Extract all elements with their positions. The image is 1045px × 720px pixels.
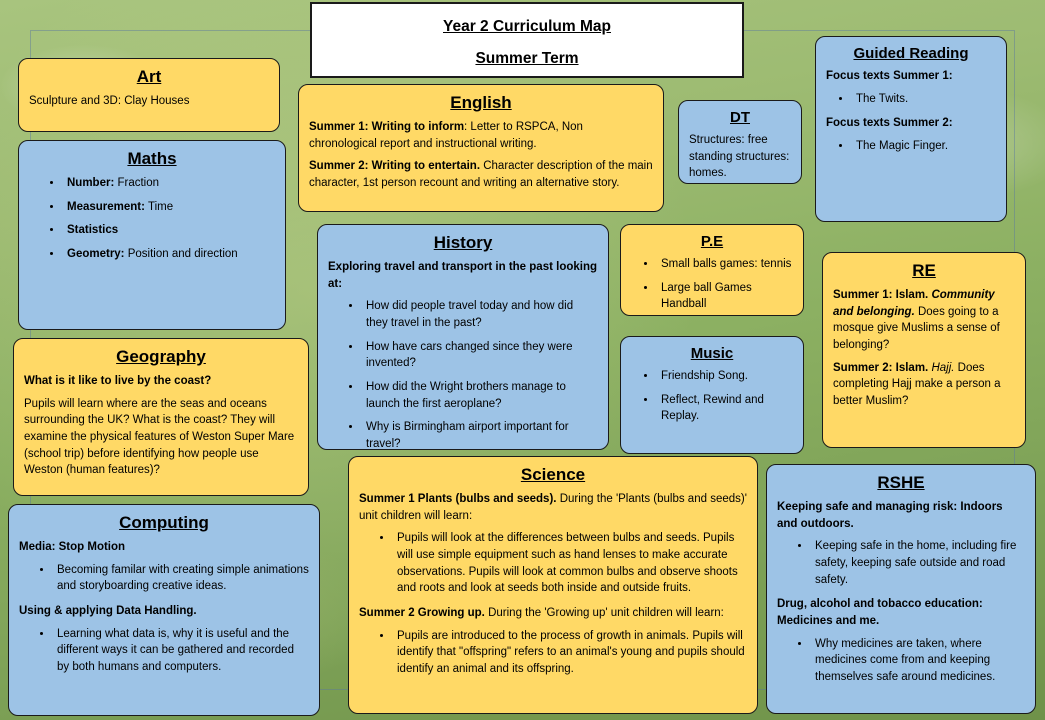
computing-data-list — [19, 626, 309, 676]
english-summer2-label: Summer 2: Writing to entertain. — [309, 160, 481, 173]
english-summer2 — [309, 158, 653, 191]
subject-card-art — [18, 58, 280, 132]
dt-title: DT — [730, 109, 750, 126]
science-summer2-heading — [359, 605, 747, 622]
subject-card-science — [348, 456, 758, 714]
subject-card-pe — [620, 224, 804, 316]
re-title: RE — [912, 261, 936, 280]
subject-card-guided-reading — [815, 36, 1007, 222]
art-text: Sculpture and 3D: Clay Houses — [29, 95, 190, 107]
rshe-list-1 — [777, 538, 1025, 588]
list-item: • Learning what data is, why it is useful and the different ways it can be gathered and recorded by both humans and computers. — [53, 626, 309, 676]
science-summer2-list — [359, 628, 747, 678]
geography-text: Pupils will learn where are the seas and oceans surrounding the UK? What is the coast? They will examine the physical features of Weston Super Mare (school trip) before identifying how people use Weston (human features)? — [24, 397, 295, 477]
dt-text: Structures: free standing structures: homes. — [689, 134, 790, 180]
subject-card-music — [620, 336, 804, 454]
maths-value-1: Time — [147, 200, 174, 213]
re-summer2-text: Does completing Hajj make a person a better Muslim? — [833, 361, 1001, 408]
guided-reading-list-1 — [826, 91, 996, 108]
header-box — [310, 2, 744, 78]
list-item: • The Twits. — [852, 91, 996, 108]
computing-title: Computing — [119, 513, 209, 532]
subject-card-maths — [18, 140, 286, 330]
guided-reading-list-2 — [826, 138, 996, 155]
english-summer1 — [309, 119, 653, 152]
science-summer2-text: During the 'Growing up' unit children will learn: — [488, 607, 724, 620]
rshe-title: RSHE — [877, 473, 925, 492]
list-item — [63, 222, 275, 239]
guided-reading-heading-1: Focus texts Summer 1: — [826, 70, 953, 82]
list-item — [63, 246, 275, 263]
list-item: • How did the Wright brothers manage to launch the first aeroplane? — [362, 379, 598, 412]
pe-title: P.E — [700, 233, 724, 250]
list-item: • Pupils are introduced to the process of growth in animals. Pupils will identify that "offspring" refers to an animal's young and pupils should identify an animal and its offspring. — [393, 628, 747, 678]
english-summer1-label: Summer 1: Writing to inform — [309, 121, 465, 133]
science-summer1-heading — [359, 491, 747, 524]
rshe-heading-2: Drug, alcohol and tobacco education: Medicines and me. — [777, 598, 983, 628]
maths-value-3: Position and direction — [127, 248, 238, 261]
re-summer2-topic: Hajj. — [931, 361, 955, 374]
maths-title: Maths — [127, 149, 177, 168]
rshe-heading-1: Keeping safe and managing risk: Indoors and outdoors. — [777, 501, 1003, 530]
guided-reading-title: Guided Reading — [853, 45, 969, 62]
art-title: Art — [136, 67, 162, 86]
list-item: • Large ball Games Handball — [657, 280, 793, 313]
pe-list — [631, 256, 793, 313]
rshe-list-2 — [777, 636, 1025, 686]
maths-label-2: Statistics — [67, 224, 119, 237]
science-summer1-label: Summer 1 Plants (bulbs and seeds). — [359, 493, 557, 505]
list-item: • Small balls games: tennis — [657, 256, 793, 273]
list-item: • Why is Birmingham airport important for travel? — [362, 419, 598, 450]
list-item: • How did people travel today and how did they travel in the past? — [362, 298, 598, 331]
computing-media-list — [19, 562, 309, 595]
guided-reading-heading-2: Focus texts Summer 2: — [826, 117, 953, 130]
computing-data-heading: Using & applying Data Handling. — [19, 605, 197, 618]
subject-card-rshe — [766, 464, 1036, 714]
re-summer1-text: Does going to a mosque give Muslims a sense of belonging? — [833, 305, 1000, 352]
music-list — [631, 368, 793, 425]
maths-label-0: Number: — [67, 177, 115, 189]
re-summer1 — [833, 287, 1015, 354]
page-title: Year 2 Curriculum Map — [443, 18, 611, 35]
page-subtitle: Summer Term — [475, 50, 579, 67]
english-title: English — [450, 93, 512, 112]
list-item: • Friendship Song. — [657, 368, 793, 385]
english-summer2-text: Character description of the main character, 1st person recount and writing an alternative story. — [309, 160, 653, 190]
music-title: Music — [690, 345, 734, 362]
list-item: • The Magic Finger. — [852, 138, 996, 155]
science-summer1-text: During the 'Plants (bulbs and seeds)' unit children will learn: — [359, 493, 747, 522]
list-item — [63, 199, 275, 216]
subject-card-english — [298, 84, 664, 212]
maths-label-3: Geometry: — [67, 248, 125, 261]
subject-card-computing — [8, 504, 320, 716]
subject-card-geography — [13, 338, 309, 496]
list-item — [63, 175, 275, 192]
re-summer1-topic: Community and belonging. — [833, 289, 995, 318]
subject-card-history — [317, 224, 609, 450]
geography-question: What is it like to live by the coast? — [24, 375, 212, 387]
geography-title: Geography — [116, 347, 206, 366]
english-summer1-text: : Letter to RSPCA, Non chronological report and instructional writing. — [309, 121, 583, 150]
history-list — [328, 298, 598, 450]
list-item: • Why medicines are taken, where medicines come from and keeping themselves safe around medicines. — [811, 636, 1025, 686]
maths-list — [29, 175, 275, 263]
list-item: • Keeping safe in the home, including fire safety, keeping safe outside and road safety. — [811, 538, 1025, 588]
list-item: • Pupils will look at the differences between bulbs and seeds. Pupils will use simple equipment such as hand lenses to make accurate observations. Pupils will look at common bulbs and observe shoots and roots and look at seeds both inside and outside fruits. — [393, 530, 747, 597]
computing-media-heading: Media: Stop Motion — [19, 541, 126, 553]
science-summer1-list — [359, 530, 747, 597]
history-intro: Exploring travel and transport in the past looking at: — [328, 261, 598, 290]
list-item: • Becoming familar with creating simple animations and storyboarding creative ideas. — [53, 562, 309, 595]
re-summer1-label: Summer 1: Islam. — [833, 289, 929, 301]
science-title: Science — [520, 465, 586, 484]
re-summer2 — [833, 360, 1015, 410]
subject-card-dt — [678, 100, 802, 184]
maths-label-1: Measurement: — [67, 200, 145, 213]
maths-value-0: Fraction — [117, 177, 160, 189]
history-title: History — [433, 233, 493, 252]
science-summer2-label: Summer 2 Growing up. — [359, 607, 485, 620]
subject-card-re — [822, 252, 1026, 448]
list-item: • Reflect, Rewind and Replay. — [657, 392, 793, 425]
list-item: • How have cars changed since they were invented? — [362, 339, 598, 372]
re-summer2-label: Summer 2: Islam. — [833, 361, 929, 374]
